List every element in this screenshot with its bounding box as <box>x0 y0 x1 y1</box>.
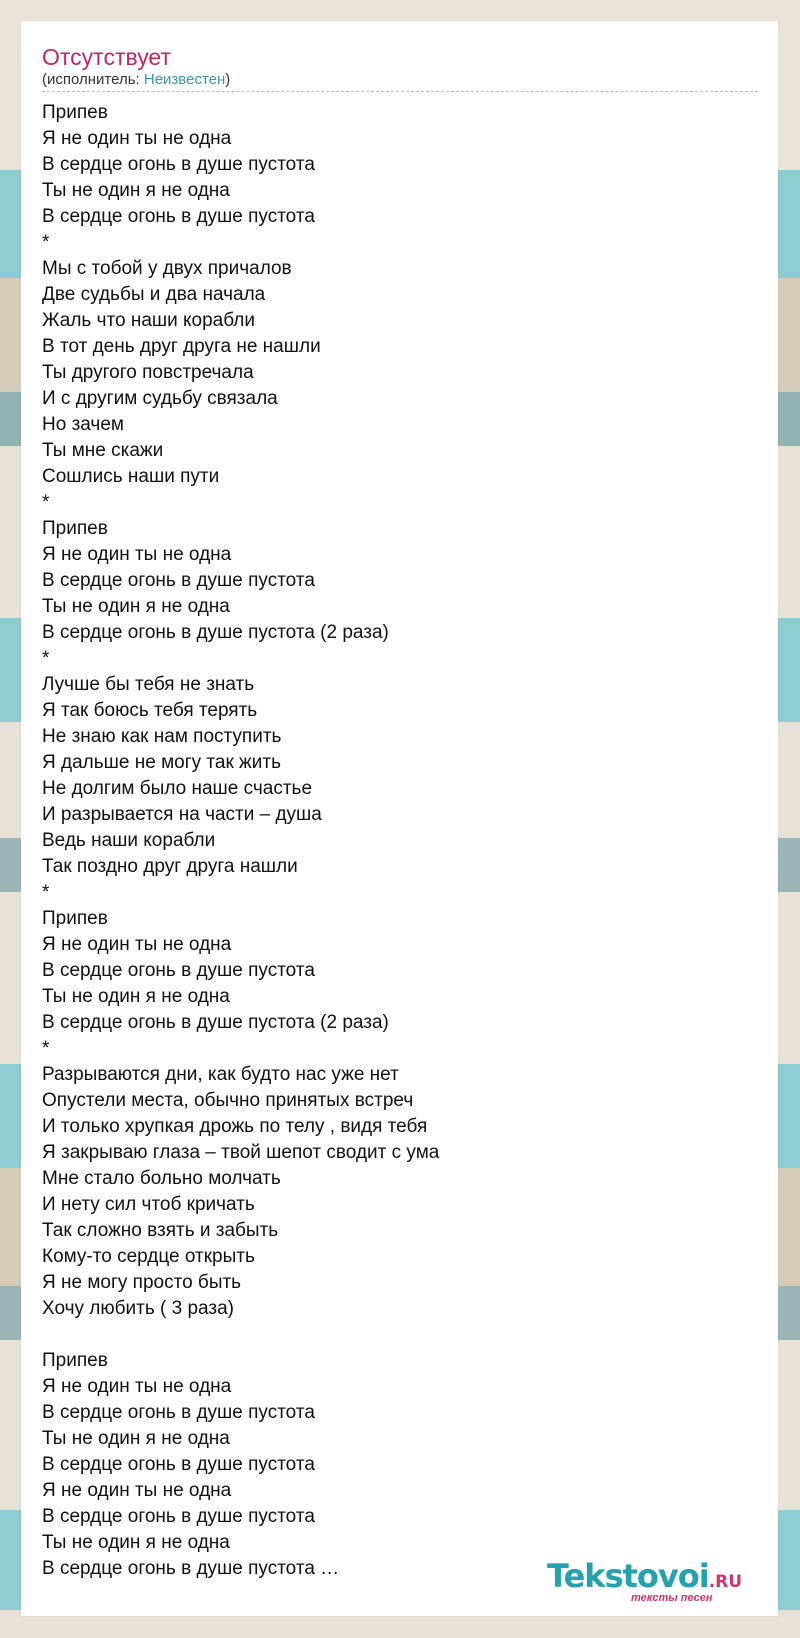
lyric-line: В сердце огонь в душе пустота <box>42 570 315 591</box>
lyric-line: Я не один ты не одна <box>42 128 232 149</box>
logo-tld: .RU <box>708 1572 743 1592</box>
lyric-line: * <box>42 882 50 903</box>
lyric-line: В сердце огонь в душе пустота <box>42 1402 315 1423</box>
lyric-line <box>42 1322 758 1348</box>
lyric-line: Припев <box>42 908 108 929</box>
artist-line <box>42 70 758 92</box>
lyric-line: Ты мне скажи <box>42 440 164 461</box>
lyric-line: Но зачем <box>42 414 124 435</box>
lyric-line: Ты не один я не одна <box>42 180 230 201</box>
logo-tagline: тексты песен <box>631 1592 713 1604</box>
lyric-line: В сердце огонь в душе пустота (2 раза) <box>42 622 389 643</box>
lyric-line: И нету сил чтоб кричать <box>42 1194 255 1215</box>
lyric-line: В сердце огонь в душе пустота <box>42 206 315 227</box>
lyric-line: Не долгим было наше счастье <box>42 778 313 799</box>
lyric-line: Лучше бы тебя не знать <box>42 674 255 695</box>
lyric-line: * <box>42 1038 50 1059</box>
lyric-line: Не знаю как нам поступить <box>42 726 282 747</box>
lyric-line: Ты не один я не одна <box>42 1428 230 1449</box>
lyrics-text <box>42 100 758 1582</box>
lyric-line: Хочу любить ( 3 раза) <box>42 1298 234 1319</box>
lyric-line: Я не один ты не одна <box>42 934 232 955</box>
lyric-line: Я дальше не могу так жить <box>42 752 281 773</box>
lyric-line: Припев <box>42 1350 108 1371</box>
site-logo[interactable] <box>547 1556 762 1608</box>
lyric-line: Ты не один я не одна <box>42 986 230 1007</box>
lyric-line: Я не один ты не одна <box>42 1376 232 1397</box>
lyrics-card <box>21 21 778 1616</box>
lyric-line: Припев <box>42 102 108 123</box>
lyric-line: Ты не один я не одна <box>42 1532 230 1553</box>
lyric-line: В сердце огонь в душе пустота <box>42 154 315 175</box>
lyric-line: В сердце огонь в душе пустота (2 раза) <box>42 1012 389 1033</box>
lyric-line: Ведь наши корабли <box>42 830 216 851</box>
lyric-line: Припев <box>42 518 108 539</box>
lyric-line: * <box>42 492 50 513</box>
lyric-line: Жаль что наши корабли <box>42 310 255 331</box>
lyric-line: Две судьбы и два начала <box>42 284 266 305</box>
lyric-line: И с другим судьбу связала <box>42 388 278 409</box>
lyric-line: Мне стало больно молчать <box>42 1168 281 1189</box>
lyric-line: Я не один ты не одна <box>42 1480 232 1501</box>
lyric-line: Я не могу просто быть <box>42 1272 242 1293</box>
lyric-line: В тот день друг друга не нашли <box>42 336 321 357</box>
lyric-line: Сошлись наши пути <box>42 466 220 487</box>
lyric-line: И разрывается на части – душа <box>42 804 322 825</box>
lyric-line: В сердце огонь в душе пустота <box>42 1506 315 1527</box>
lyric-line: Так поздно друг друга нашли <box>42 856 298 877</box>
lyric-line: Ты другого повстречала <box>42 362 254 383</box>
song-title: Отсутствует <box>42 44 171 70</box>
lyric-line: Мы с тобой у двух причалов <box>42 258 292 279</box>
lyric-line: В сердце огонь в душе пустота <box>42 960 315 981</box>
lyric-line: Так сложно взять и забыть <box>42 1220 279 1241</box>
artist-suffix: ) <box>225 71 231 88</box>
lyric-line: Кому-то сердце открыть <box>42 1246 255 1267</box>
lyric-line: Я так боюсь тебя терять <box>42 700 258 721</box>
lyric-line: Ты не один я не одна <box>42 596 230 617</box>
lyric-line: * <box>42 648 50 669</box>
lyric-line: * <box>42 232 50 253</box>
artist-prefix: (исполнитель: <box>42 71 144 88</box>
lyric-line: Я не один ты не одна <box>42 544 232 565</box>
lyric-line: В сердце огонь в душе пустота <box>42 1454 315 1475</box>
lyric-line: Опустели места, обычно принятых встреч <box>42 1090 414 1111</box>
artist-link[interactable]: Неизвестен <box>143 71 226 88</box>
logo-brand: Tekstovoi <box>547 1557 709 1595</box>
lyric-line: В сердце огонь в душе пустота … <box>42 1558 340 1579</box>
lyric-line: Я закрываю глаза – твой шепот сводит с ума <box>42 1142 440 1163</box>
lyric-line: Разрываются дни, как будто нас уже нет <box>42 1064 399 1085</box>
lyric-line: И только хрупкая дрожь по телу , видя тебя <box>42 1116 428 1137</box>
